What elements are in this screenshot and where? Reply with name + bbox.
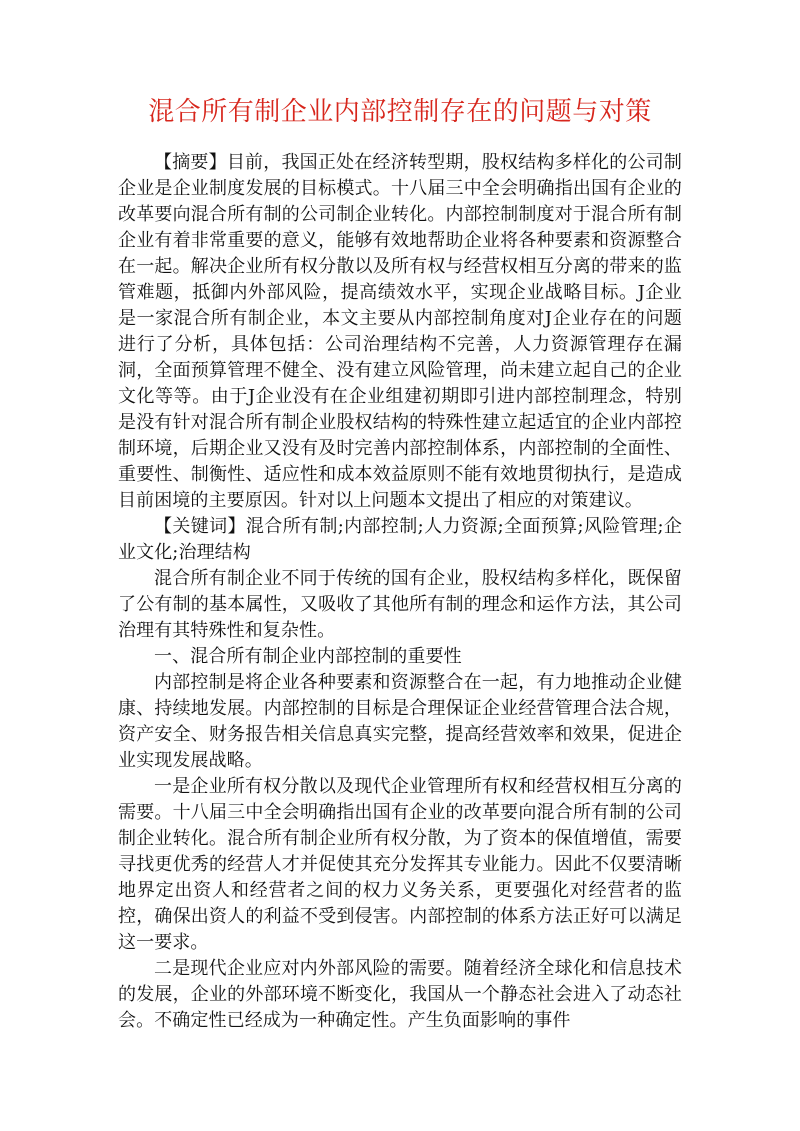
body-paragraph: 二是现代企业应对内外部风险的需要。随着经济全球化和信息技术的发展，企业的外部环境不断变化，我国从一个静态社会进入了动态社会。不确定性已经成为一种确定性。产生负面影响的事件	[118, 958, 682, 1031]
document-body	[118, 150, 682, 1034]
page-title: 混合所有制企业内部控制存在的问题与对策	[148, 97, 652, 127]
body-paragraph: 一是企业所有权分散以及现代企业管理所有权和经营权相互分离的需要。十八届三中全会明确指出国有企业的改革要向混合所有制的公司制企业转化。混合所有制企业所有权分散，为了资本的保值增值，需要寻找更优秀的经营人才并促使其充分发挥其专业能力。因此不仅要清晰地界定出资人和经营者之间的权力义务关系，更要强化对经营者的监控，确保出资人的利益不受到侵害。内部控制的体系方法正好可以满足这一要求。	[118, 776, 682, 953]
body-paragraph: 内部控制是将企业各种要素和资源整合在一起，有力地推动企业健康、持续地发展。内部控制的目标是合理保证企业经营管理合法合规，资产安全、财务报告相关信息真实完整，提高经营效率和效果，促进企业实现发展战略。	[118, 672, 682, 771]
keywords-paragraph: 【关键词】混合所有制;内部控制;人力资源;全面预算;风险管理;企业文化;治理结构	[118, 516, 682, 563]
abstract-paragraph: 【摘要】目前，我国正处在经济转型期，股权结构多样化的公司制企业是企业制度发展的目标模式。十八届三中全会明确指出国有企业的改革要向混合所有制的公司制企业转化。内部控制制度对于混合所有制企业有着非常重要的意义，能够有效地帮助企业将各种要素和资源整合在一起。解决企业所有权分散以及所有权与经营权相互分离的带来的监管难题，抵御内外部风险，提高绩效水平，实现企业战略目标。J企业是一家混合所有制企业，本文主要从内部控制角度对J企业存在的问题进行了分析，具体包括：公司治理结构不完善，人力资源管理存在漏洞，全面预算管理不健全、没有建立风险管理，尚未建立起自己的企业文化等等。由于J企业没有在企业组建初期即引进内部控制理念，特别是没有针对混合所有制企业股权结构的特殊性建立起适宜的企业内部控制环境，后期企业又没有及时完善内部控制体系，内部控制的全面性、重要性、制衡性、适应性和成本效益原则不能有效地贯彻执行，是造成目前困境的主要原因。针对以上问题本文提出了相应的对策建议。	[118, 152, 682, 511]
intro-paragraph: 混合所有制企业不同于传统的国有企业，股权结构多样化，既保留了公有制的基本属性，又吸收了其他所有制的理念和运作方法，其公司治理有其特殊性和复杂性。	[118, 568, 682, 641]
section-heading: 一、混合所有制企业内部控制的重要性	[154, 646, 462, 667]
